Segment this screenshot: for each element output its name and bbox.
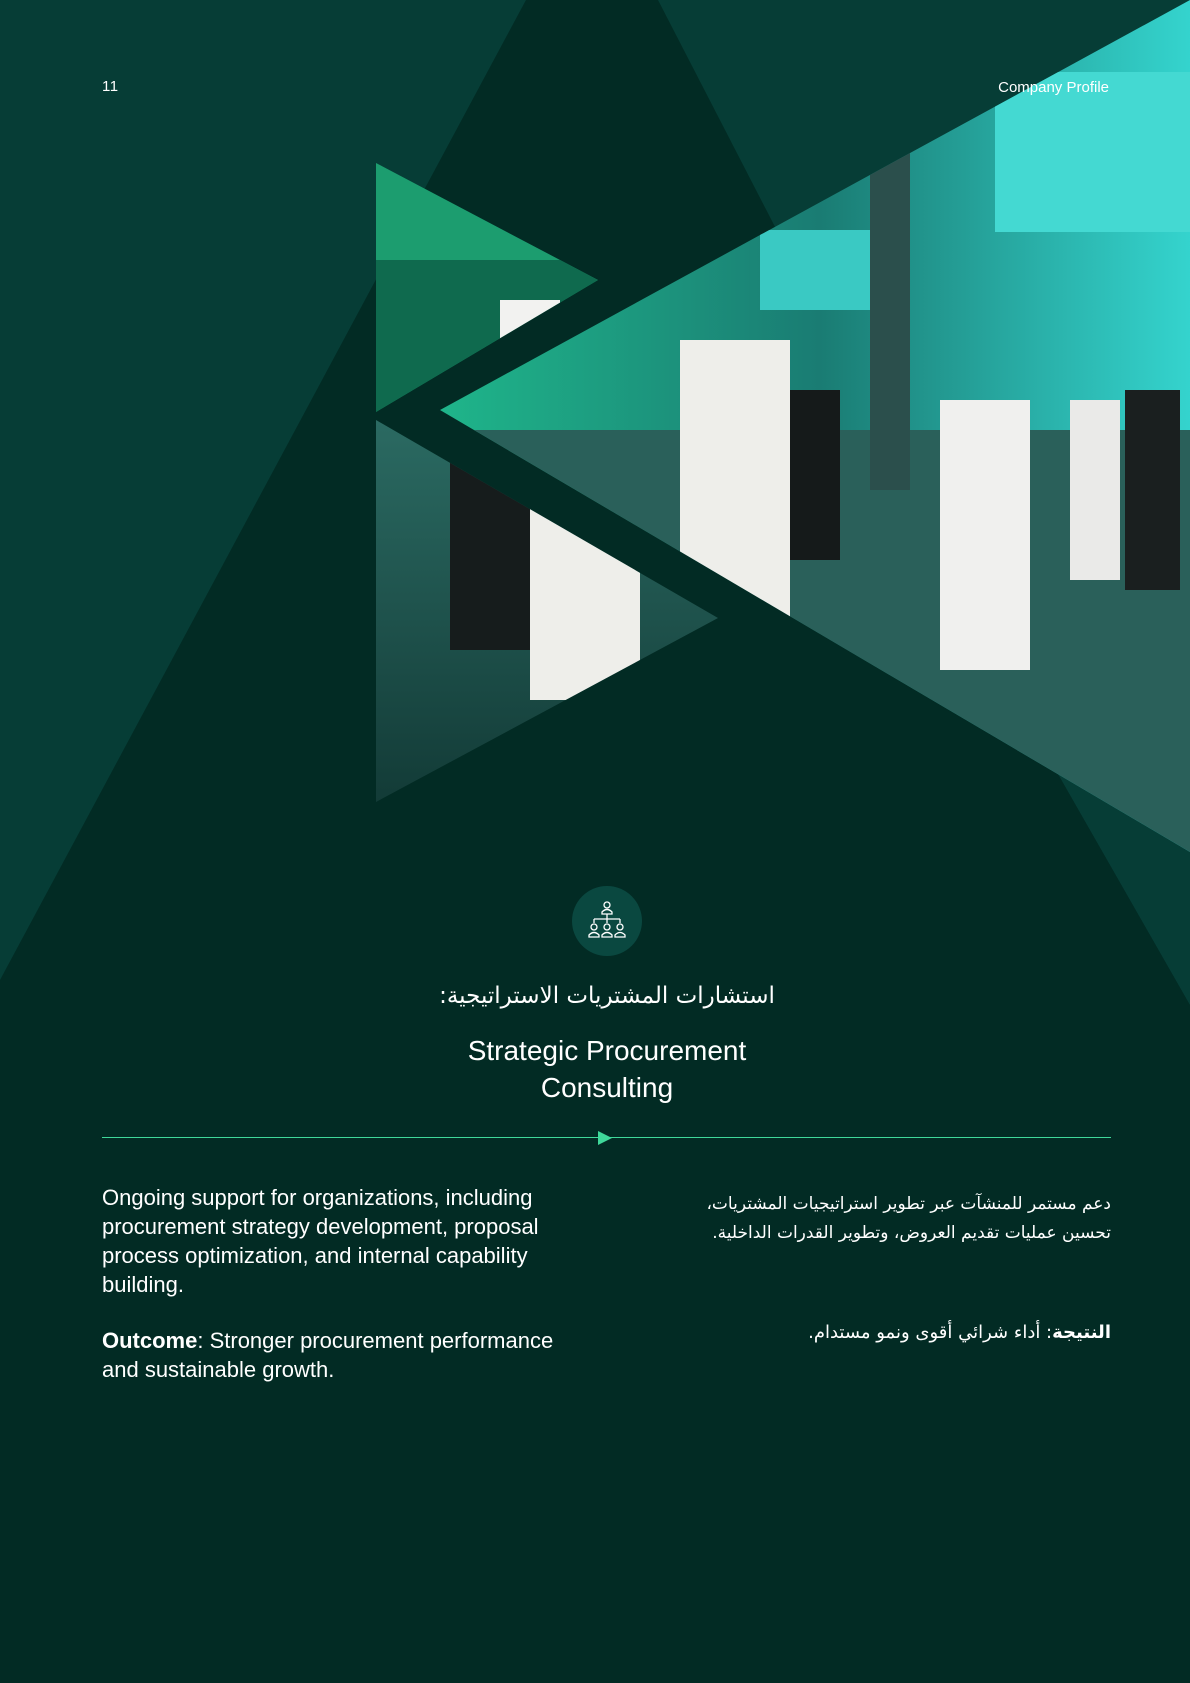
service-title-arabic: استشارات المشتريات الاستراتيجية: <box>439 983 775 1009</box>
outcome-arabic <box>671 1318 1111 1347</box>
outcome-text-english: : Stronger procurement performance and sustainable growth. <box>102 1328 554 1382</box>
outcome-label-english: Outcome <box>102 1328 198 1353</box>
page-number: 11 <box>102 78 119 95</box>
outcome-label-arabic: النتيجة <box>1052 1322 1111 1343</box>
description-english: Ongoing support for organizations, including procurement strategy development, proposal process optimization, and internal capability building. <box>102 1185 539 1297</box>
service-title-english: Strategic Procurement Consulting <box>467 1035 747 1103</box>
description-arabic: دعم مستمر للمنشآت عبر تطوير استراتيجيات المشتريات، تحسين عمليات تقديم العروض، وتطوير القدرات الداخلية. <box>706 1194 1111 1243</box>
outcome-text-arabic: : أداء شرائي أقوى ونمو مستدام. <box>808 1322 1053 1343</box>
service-icon-badge <box>572 886 642 956</box>
outcome-english <box>102 1326 572 1384</box>
org-chart-icon <box>585 899 629 943</box>
divider-arrow-icon <box>598 1131 612 1145</box>
header-title: Company Profile <box>998 79 1109 96</box>
